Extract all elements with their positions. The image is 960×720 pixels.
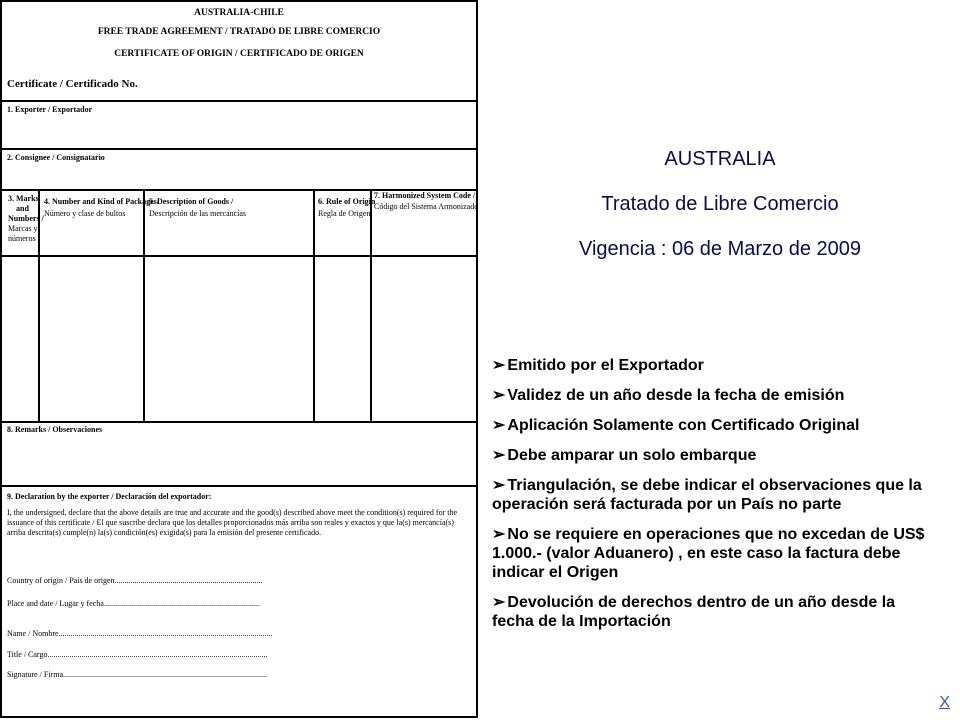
form-header-line2: FREE TRADE AGREEMENT / TRATADO DE LIBRE COMERCIO [97, 27, 381, 37]
declaration-text: I, the undersigned, declare that the above details are true and accurate and the good(s) described above meet the condition(s) required for the issuance of this certificate / El que suscribe declara que los detalles proporcionados más arriba son reales y exactos y que la(s) mercancía(s) arriba descrita(s) cumple(n) la(s) condición(es) exigida(s) para la emisión del presente certificado. [7, 508, 458, 537]
certificate-of-origin-form [0, 0, 478, 718]
arrow-bullet-icon: ➢ [492, 357, 506, 374]
country-title: AUSTRALIA [664, 148, 776, 170]
column-divider [370, 189, 372, 421]
place-date-line: Place and date / Lugar y fecha.............................................................................. [7, 599, 260, 608]
requirements-list [492, 356, 932, 642]
arrow-bullet-icon: ➢ [492, 387, 506, 404]
divider [2, 421, 476, 423]
title-line: Title / Cargo.............................................................................................................. [7, 650, 268, 659]
divider [2, 148, 476, 150]
country-of-origin-line: Country of origin / País de origen.......................................................................... [7, 576, 263, 585]
close-button[interactable]: X [939, 694, 950, 711]
form-header-line1: AUSTRALIA-CHILE [194, 8, 284, 18]
field-marks-label: 3. Marks and Numbers / Marcas y números [8, 194, 44, 243]
arrow-bullet-icon: ➢ [492, 526, 506, 543]
arrow-bullet-icon: ➢ [492, 477, 506, 494]
field-declaration-label: 9. Declaration by the exporter / Declaración del exportador: [7, 492, 212, 501]
field-packages-label: 4. Number and Kind of Packages/ Número y clase de bultos [44, 197, 159, 218]
list-item: ➢ No se requiere en operaciones que no excedan de US$ 1.000.- (valor Aduanero) , en este caso la factura debe indicar el Origen [492, 526, 925, 581]
agreement-title: Tratado de Libre Comercio [601, 193, 839, 215]
column-divider [143, 189, 145, 421]
divider [2, 255, 476, 257]
field-remarks-label: 8. Remarks / Observaciones [7, 425, 103, 434]
form-header-line3: CERTIFICATE OF ORIGIN / CERTIFICADO DE ORIGEN [114, 49, 364, 59]
signature-line: Signature / Firma...................................................................................................... [7, 670, 267, 679]
field-rule-of-origin-label: 6. Rule of Origin Regla de Origen [318, 197, 376, 218]
list-item: ➢ Devolución de derechos dentro de un año desde la fecha de la Importación [492, 594, 896, 630]
divider [2, 100, 476, 102]
validity-date: Vigencia : 06 de Marzo de 2009 [578, 238, 862, 260]
name-line: Name / Nombre........................................................................................................... [7, 629, 273, 638]
list-item: ➢ Emitido por el Exportador [492, 357, 704, 374]
certificate-number-label: Certificate / Certificado No. [7, 78, 138, 90]
list-item: ➢ Aplicación Solamente con Certificado Original [492, 417, 860, 434]
column-divider [313, 189, 315, 421]
list-item: ➢ Validez de un año desde la fecha de emisión [492, 387, 845, 404]
list-item: ➢ Triangulación, se debe indicar el observaciones que la operación será facturada por un País no parte [492, 477, 922, 513]
arrow-bullet-icon: ➢ [492, 594, 506, 611]
arrow-bullet-icon: ➢ [492, 447, 506, 464]
field-hs-code-label: 7. Harmonized System Code / Código del Sistema Armonizado [374, 191, 479, 211]
field-consignee-label: 2. Consignee / Consignatario [7, 153, 105, 162]
field-exporter-label: 1. Exporter / Exportador [7, 105, 93, 114]
list-item: ➢ Debe amparar un solo embarque [492, 447, 757, 464]
divider [2, 485, 476, 487]
field-goods-label: 5. Description of Goods / Descripción de las mercancías [149, 197, 247, 218]
arrow-bullet-icon: ➢ [492, 417, 506, 434]
